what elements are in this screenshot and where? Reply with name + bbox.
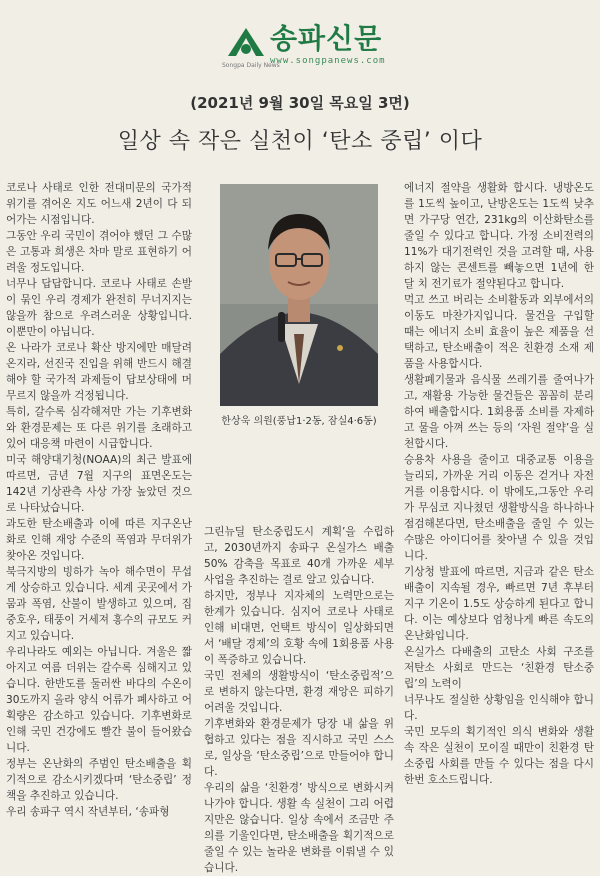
paragraph: 특히, 갈수록 심각해져만 가는 기후변화와 환경문제는 또 다른 위기를 초래하고 있어 대응책 마련이 시급합니다. <box>6 406 192 450</box>
paragraph: 과도한 탄소배출과 이에 따른 지구온난화로 인해 재앙 수준의 폭염과 무더위가 찾아온 것입니다. <box>6 518 192 562</box>
paragraph: 국민 모두의 획기적인 의식 변화와 생활 속 작은 실천이 모이질 때만이 친환경 탄소중립 사회를 만들 수 있다는 점을 다시 한번 호소드립니다. <box>404 726 594 786</box>
article-column-3 <box>404 180 594 788</box>
paragraph: 너무나도 절실한 상황임을 인식해야 합니다. <box>404 694 594 722</box>
newspaper-logo-icon <box>226 24 266 62</box>
article-column-1 <box>6 180 192 820</box>
newspaper-url: www.songpanews.com <box>270 56 386 66</box>
paragraph: 너무나 답답합니다. 코로나 사태로 손발이 묶인 우리 경제가 완전히 무너지지는 않을까 참으로 우려스러운 상황입니다. 이뿐만이 아닙니다. <box>6 278 192 338</box>
paragraph: 그린뉴딜 탄소중립도시 계획’을 수립하고, 2030년까지 송파구 온실가스 배출 50% 감축을 목표로 40개 가까운 세부 사업을 추진하는 결로 알고 있습니다. <box>204 526 394 586</box>
paragraph: 우리나라도 예외는 아닙니다. 겨울은 짧아지고 여름 더위는 갈수록 심해지고 있습니다. 한반도를 둘러싼 바다의 수온이 30도까지 올라 양식 어류가 폐사하고 어획량은 감소하고 있습니다. 기후변화로 인해 국민 건강에도 빨간 불이 들어왔습니다. <box>6 646 192 754</box>
article-column-2 <box>204 524 394 876</box>
paragraph: 국민 전체의 생활방식이 ‘탄소중립적’으로 변하지 않는다면, 환경 재앙은 피하기 어려울 것입니다. <box>204 670 394 714</box>
paragraph: 북극지방의 빙하가 녹아 해수면이 무섭게 상승하고 있습니다. 세계 곳곳에서 가뭄과 폭염, 산불이 발생하고 있으며, 집중호우, 태풍이 거세져 홍수의 규모도 커지고 있습니다. <box>6 566 192 642</box>
paragraph: 에너지 절약을 생활화 합시다. 냉방온도를 1도씩 높이고, 난방온도는 1도씩 낮추면 가구당 연간, 231kg의 이산화탄소를 줄일 수 있다고 합니다. 가정 소비전력의 11%가 대기전력인 것을 고려할 때, 사용하지 않는 콘센트를 빼놓으면 1년에 한 달 치 전기료가 절약된다고 합니다. <box>404 182 594 290</box>
paragraph: 생활폐기물과 음식물 쓰레기를 줄여나가고, 재활용 가능한 물건들은 꼼꼼히 분리하여 배출합시다. 1회용품 소비를 자제하고 물을 아껴 쓰는 등의 ‘자원 절약’을 실천합시다. <box>404 374 594 450</box>
photo-caption: 한상욱 의원(풍납1·2동, 잠실4·6동) <box>221 416 377 427</box>
publication-date: (2021년 9월 30일 목요일 3면) <box>190 94 410 112</box>
paragraph: 승용차 사용을 줄이고 대중교통 이용을 늘리되, 가까운 거리 이동은 걷거나 자전거를 이용합시다. 이 밖에도,그동안 우리가 무심코 지나쳤던 생활방식을 하나하나 점검해본다면, 탄소배출을 줄일 수 있는 수많은 아이디어를 찾아낼 수 있을 것입니다. <box>404 454 594 562</box>
logo-caption: Songpa Daily News <box>222 62 280 69</box>
paragraph: 정부는 온난화의 주범인 탄소배출을 획기적으로 감소시키겠다며 ‘탄소중립’ 정책을 추진하고 있습니다. <box>6 758 192 802</box>
newspaper-name: 송파신문 <box>270 22 383 55</box>
paragraph: 그동안 우리 국민이 겪어야 했던 그 수많은 고통과 희생은 차마 말로 표현하기 어려울 정도입니다. <box>6 230 192 274</box>
author-photo <box>220 184 378 406</box>
paragraph: 우리 송파구 역시 작년부터, ‘송파형 <box>6 806 170 818</box>
paragraph: 온 나라가 코로나 확산 방지에만 매달려온지라, 선진국 진입을 위해 반드시 해결해야 할 국가적 과제들이 답보상태에 머무르지 않을까 걱정됩니다. <box>6 342 192 402</box>
article-headline: 일상 속 작은 실천이 ‘탄소 중립’ 이다 <box>117 129 483 154</box>
paragraph: 하지만, 정부나 지자체의 노력만으로는 한계가 있습니다. 심지어 코로나 사태로 인해 비대면, 언택트 방식이 일상화되면서 ‘배달 경제’의 호황 속에 1회용품 사용이 폭증하고 있습니다. <box>204 590 394 666</box>
paragraph: 온실가스 다배출의 고탄소 사회 구조를 저탄소 사회로 만드는 ‘친환경 탄소중립’의 노력이 <box>404 646 594 690</box>
paragraph: 미국 해양대기청(NOAA)의 최근 발표에 따르면, 금년 7월 지구의 표면온도는 142년 기상관측 사상 가장 높았던 것으로 나타났습니다. <box>6 454 192 514</box>
masthead <box>0 22 600 72</box>
paragraph: 먹고 쓰고 버리는 소비활동과 외부에서의 이동도 마찬가지입니다. 물건을 구입할 때는 에너지 소비 효율이 높은 제품을 선택하고, 탄소배출이 적은 친환경 소재 제품을 사용합시다. <box>404 294 594 370</box>
paragraph: 기상청 발표에 따르면, 지금과 같은 탄소배출이 지속될 경우, 빠르면 7년 후부터 지구 기온이 1.5도 상승하게 된다고 합니다. 이는 예상보다 엄청나게 빠른 속도의 온난화입니다. <box>404 566 594 642</box>
paragraph: 우리의 삶을 ‘친환경’ 방식으로 변화시켜 나가야 합니다. 생활 속 실천이 그리 어렵지만은 않습니다. 일상 속에서 조금만 주의를 기울인다면, 탄소배출을 획기적으로 줄일 수 있는 놀라운 변화를 이뤄낼 수 있습니다. <box>204 782 394 874</box>
paragraph: 코로나 사태로 인한 전대미문의 국가적 위기를 겪어온 지도 어느새 2년이 다 되어가는 시점입니다. <box>6 182 192 226</box>
paragraph: 기후변화와 환경문제가 당장 내 삶을 위협하고 있다는 점을 직시하고 국민 스스로, 일상을 ‘탄소중립’으로 만들어야 합니다. <box>204 718 394 778</box>
